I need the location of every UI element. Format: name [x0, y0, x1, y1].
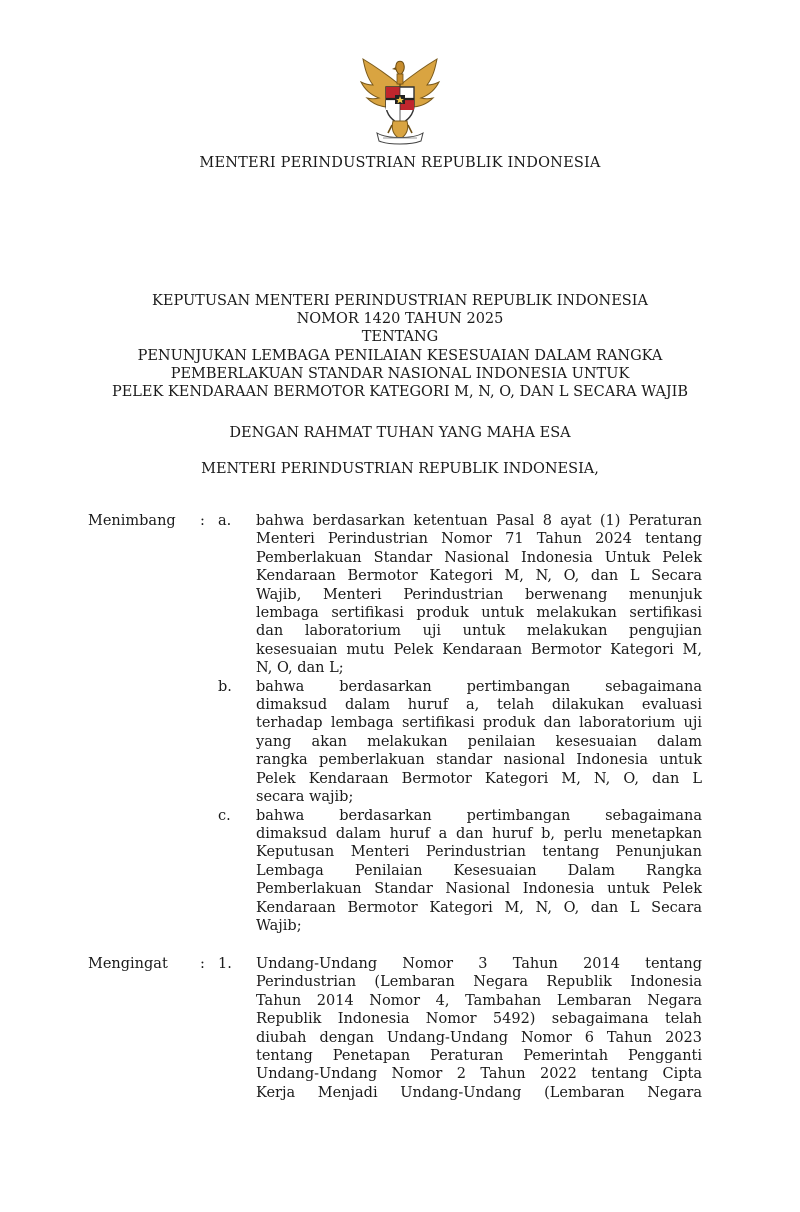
text-line: Undang-Undang Nomor 3 Tahun 2014 tentang: [256, 956, 702, 972]
section-label: Mengingat: [88, 956, 168, 972]
section-colon: :: [200, 956, 205, 972]
text-line: yang akan melakukan penilaian kesesuaian dalam: [256, 733, 702, 750]
text-line: Tahun 2014 Nomor 4, Tambahan Lembaran Negara: [256, 992, 702, 1009]
text-line: Undang-Undang Nomor 2 Tahun 2022 tentang Cipta: [256, 1066, 702, 1083]
text-line: bahwa berdasarkan ketentuan Pasal 8 ayat (1) Peraturan: [256, 513, 702, 529]
text-line: rangka pemberlakuan standar nasional Indonesia untuk: [256, 752, 702, 769]
decree-number-line: NOMOR 1420 TAHUN 2025: [296, 311, 504, 328]
consideration-item-b: [0, 678, 800, 807]
consideration-item-c: [0, 807, 800, 936]
section-colon: :: [200, 513, 205, 529]
mengingat-section: [0, 955, 800, 1102]
decree-title-block: [0, 292, 800, 401]
legal-basis-item-1: [0, 955, 800, 1102]
text-line: Wajib, Menteri Perindustrian berwenang menunjuk: [256, 586, 702, 603]
issuer-line: MENTERI PERINDUSTRIAN REPUBLIK INDONESIA,: [201, 461, 599, 477]
blessing-line: DENGAN RAHMAT TUHAN YANG MAHA ESA: [229, 425, 571, 441]
item-text: [256, 807, 702, 936]
decree-title-line: KEPUTUSAN MENTERI PERINDUSTRIAN REPUBLIK INDONESIA: [152, 293, 648, 309]
item-marker: 1.: [218, 956, 232, 972]
text-line: lembaga sertifikasi produk untuk melakukan sertifikasi: [256, 605, 702, 622]
text-line: dan laboratorium uji untuk melakukan pengujian: [256, 623, 702, 640]
text-line: secara wajib;: [256, 789, 354, 806]
text-line: diubah dengan Undang-Undang Nomor 6 Tahun 2023: [256, 1029, 702, 1046]
text-line: terhadap lembaga sertifikasi produk dan laboratorium uji: [256, 715, 702, 732]
text-line: Keputusan Menteri Perindustrian tentang Penunjukan: [256, 844, 702, 861]
text-line: Menteri Perindustrian Nomor 71 Tahun 2024 tentang: [256, 531, 702, 548]
item-text: [256, 955, 702, 1102]
decree-subject-line: PELEK KENDARAAN BERMOTOR KATEGORI M, N, O, DAN L SECARA WAJIB: [111, 384, 689, 401]
item-text: [256, 678, 702, 807]
text-line: Pemberlakuan Standar Nasional Indonesia untuk Pelek: [256, 881, 702, 898]
garuda-emblem-icon: [355, 55, 445, 147]
item-marker: b.: [218, 678, 232, 695]
text-line: bahwa berdasarkan pertimbangan sebagaimana: [256, 678, 702, 695]
item-marker: c.: [218, 807, 231, 824]
text-line: Republik Indonesia Nomor 5492) sebagaimana telah: [256, 1011, 702, 1028]
item-text: [256, 512, 702, 678]
text-line: Perindustrian (Lembaran Negara Republik Indonesia: [256, 974, 702, 991]
text-line: Wajib;: [256, 917, 302, 934]
text-line: Kendaraan Bermotor Kategori M, N, O, dan L Secara: [256, 899, 702, 916]
text-line: Pemberlakuan Standar Nasional Indonesia Untuk Pelek: [256, 549, 702, 566]
header-title: MENTERI PERINDUSTRIAN REPUBLIK INDONESIA: [199, 155, 601, 171]
text-line: tentang Penetapan Peraturan Pemerintah Pengganti: [256, 1048, 702, 1065]
text-line: Pelek Kendaraan Bermotor Kategori M, N, O, dan L: [256, 770, 702, 787]
text-line: bahwa berdasarkan pertimbangan sebagaimana: [256, 807, 702, 824]
text-line: N, O, dan L;: [256, 660, 344, 677]
menimbang-section: [0, 512, 800, 935]
text-line: Kendaraan Bermotor Kategori M, N, O, dan L Secara: [256, 568, 702, 585]
text-line: Kerja Menjadi Undang-Undang (Lembaran Negara: [256, 1084, 702, 1101]
decree-about-line: TENTANG: [361, 329, 439, 346]
section-label: Menimbang: [88, 513, 176, 529]
decree-subject-line: PEMBERLAKUAN STANDAR NASIONAL INDONESIA UNTUK: [170, 365, 630, 382]
decree-subject-line: PENUNJUKAN LEMBAGA PENILAIAN KESESUAIAN DALAM RANGKA: [137, 347, 663, 364]
text-line: dimaksud dalam huruf a, telah dilakukan evaluasi: [256, 697, 702, 714]
item-marker: a.: [218, 513, 232, 529]
text-line: kesesuaian mutu Pelek Kendaraan Bermotor Kategori M,: [256, 641, 702, 658]
consideration-item-a: [0, 512, 800, 678]
text-line: Lembaga Penilaian Kesesuaian Dalam Rangka: [256, 862, 702, 879]
text-line: dimaksud dalam huruf a dan huruf b, perlu menetapkan: [256, 825, 702, 842]
